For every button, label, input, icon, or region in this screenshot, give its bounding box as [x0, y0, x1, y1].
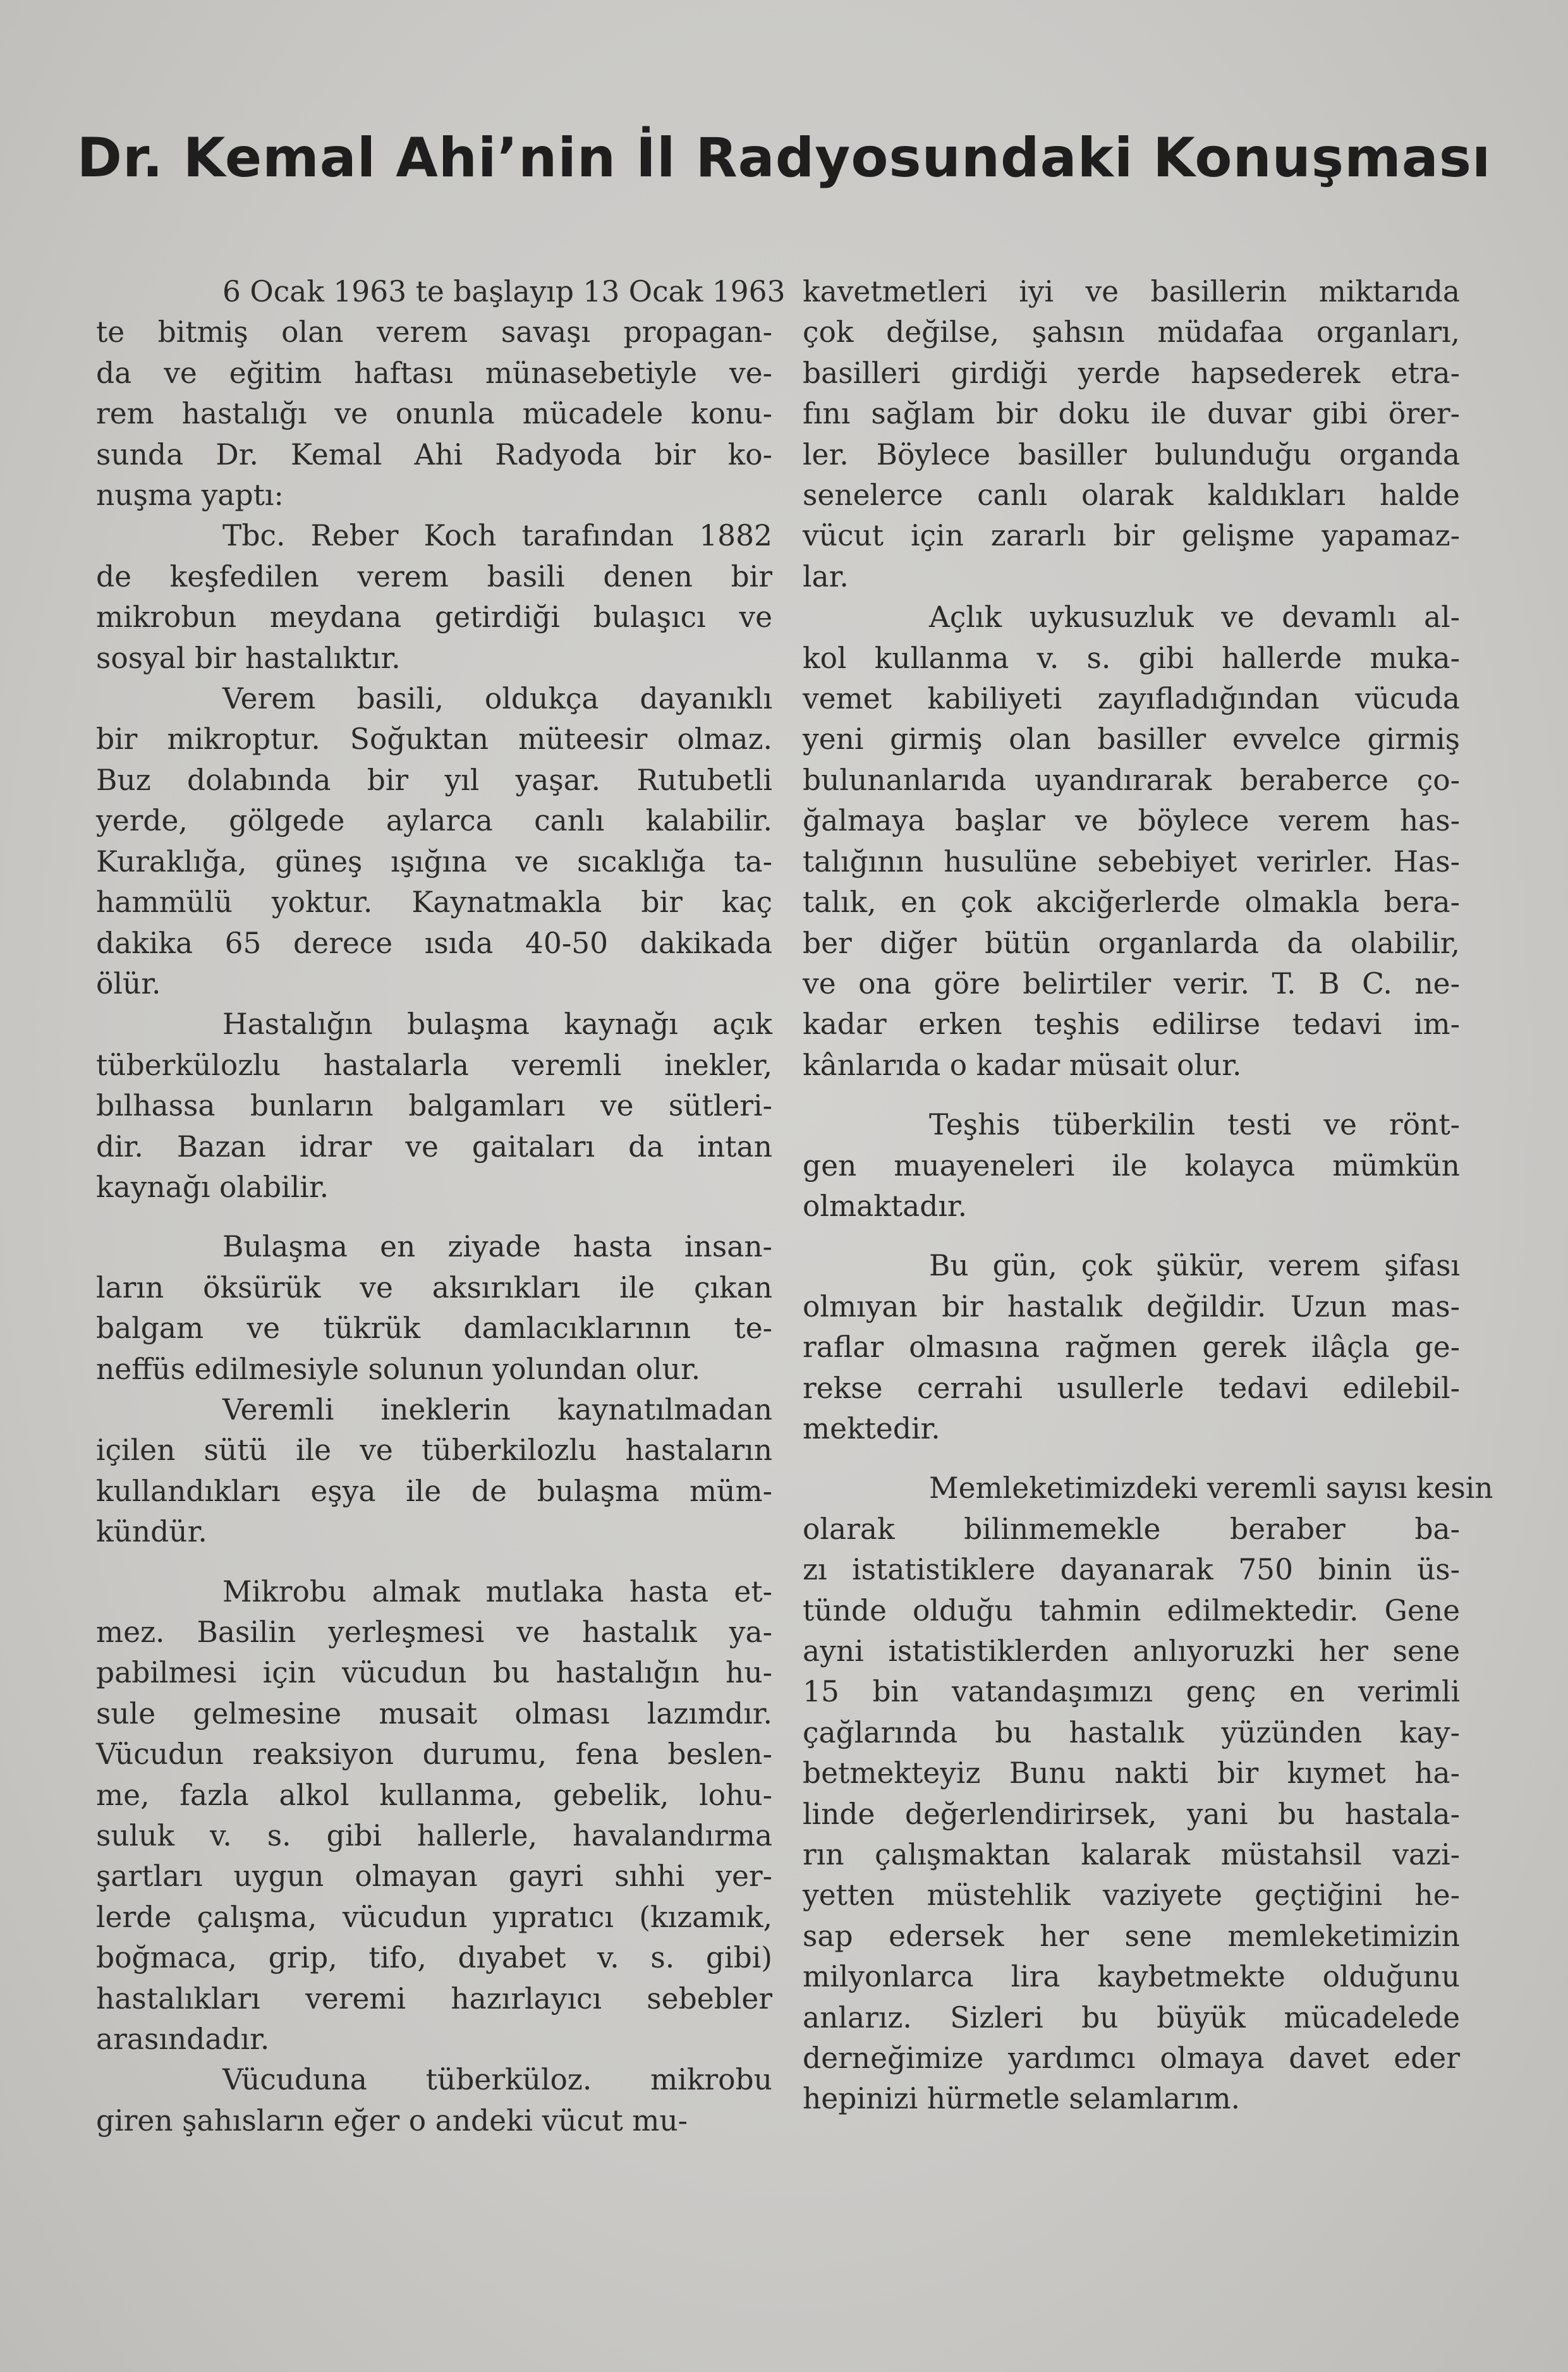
- text-line: Mikrobu almak mutlaka hasta et-: [222, 1574, 772, 1609]
- text-line: ber diğer bütün organlarda da olabilir,: [803, 926, 1460, 960]
- text-line: pabilmesi için vücudun bu hastalığın hu-: [96, 1656, 772, 1690]
- text-line: milyonlarca lira kaybetmekte olduğunu: [803, 1960, 1460, 1994]
- text-line: rem hastalığı ve onunla mücadele konu-: [96, 397, 772, 431]
- paragraph: [96, 2060, 772, 2141]
- text-line: Vücuduna tüberküloz. mikrobu: [222, 2063, 772, 2097]
- paragraph-gap: [96, 1553, 772, 1572]
- text-line: tüberkülozlu hastalarla veremli inekler,: [96, 1048, 772, 1082]
- paragraph-gap: [803, 1449, 1460, 1468]
- text-line: zı istatistiklere dayanarak 750 binin üs-: [803, 1553, 1460, 1587]
- paragraph: [96, 1004, 772, 1208]
- text-line: bulunanlarıda uyandırarak beraberce ço-: [803, 763, 1460, 797]
- text-line: betmekteyiz Bunu nakti bir kıymet ha-: [803, 1756, 1460, 1791]
- text-line: suluk v. s. gibi hallerle, havalandırma: [96, 1819, 772, 1853]
- paragraph-gap: [803, 1227, 1460, 1246]
- paragraph: [803, 1105, 1460, 1227]
- text-line: basilleri girdiği yerde hapsederek etra-: [803, 356, 1460, 390]
- text-line: vücut için zararlı bir gelişme yapamaz-: [803, 519, 1460, 553]
- text-line: kullandıkları eşya ile de bulaşma müm-: [96, 1474, 772, 1508]
- text-line: lar.: [803, 559, 849, 593]
- text-line: mikrobun meydana getirdiği bulaşıcı ve: [96, 600, 772, 635]
- text-line: hastalıkları veremi hazırlayıcı sebebler: [96, 1981, 772, 2016]
- text-line: senelerce canlı olarak kaldıkları halde: [803, 478, 1460, 513]
- paragraph-gap: [803, 1086, 1460, 1105]
- paragraph: [96, 679, 772, 1004]
- text-line: çok değilse, şahsın müdafaa organları,: [803, 315, 1460, 350]
- text-line: Hastalığın bulaşma kaynağı açık: [222, 1007, 772, 1042]
- text-line: dakika 65 derece ısıda 40-50 dakikada: [96, 926, 772, 960]
- text-line: de keşfedilen verem basili denen bir: [96, 559, 772, 593]
- text-line: olmaktadır.: [803, 1189, 968, 1223]
- left-column: [96, 272, 786, 2141]
- text-line: ların öksürük ve aksırıkları ile çıkan: [96, 1270, 772, 1305]
- text-line: nuşma yaptı:: [96, 478, 284, 513]
- text-line: sule gelmesine musait olması lazımdır.: [96, 1696, 772, 1730]
- text-line: kaynağı olabilir.: [96, 1170, 329, 1204]
- text-line: arasındadır.: [96, 2022, 270, 2057]
- paragraph: [96, 516, 772, 679]
- paragraph: [96, 1227, 772, 1390]
- text-line: sap edersek her sene memleketimizin: [803, 1919, 1460, 1953]
- text-line: Teşhis tüberkilin testi ve rönt-: [929, 1108, 1460, 1142]
- text-line: Verem basili, oldukça dayanıklı: [222, 682, 772, 716]
- text-line: 6 Ocak 1963 te başlayıp 13 Ocak 1963: [222, 275, 786, 308]
- text-line: lerde çalışma, vücudun yıpratıcı (kızamık,: [96, 1900, 772, 1934]
- text-line: gen muayeneleri ile kolayca mümkün: [803, 1148, 1460, 1183]
- text-line: derneğimize yardımcı olmaya davet eder: [803, 2041, 1460, 2076]
- text-line: me, fazla alkol kullanma, gebelik, lohu-: [96, 1778, 772, 1812]
- text-line: sosyal bir hastalıktır.: [96, 641, 401, 675]
- text-line: tünde olduğu tahmin edilmektedir. Gene: [803, 1593, 1460, 1627]
- text-line: Açlık uykusuzluk ve devamlı al-: [929, 600, 1460, 635]
- text-line: içilen sütü ile ve tüberkilozlu hastaların: [96, 1433, 772, 1468]
- text-line: kânlarıda o kadar müsait olur.: [803, 1048, 1242, 1082]
- text-line: mektedir.: [803, 1411, 940, 1445]
- text-line: Bu gün, çok şükür, verem şifası: [929, 1249, 1460, 1283]
- text-line: neffüs edilmesiyle solunun yolundan olur.: [96, 1352, 701, 1386]
- text-line: ayni istatistiklerden anlıyoruzki her sene: [803, 1634, 1460, 1668]
- text-line: yerde, gölgede aylarca canlı kalabilir.: [96, 804, 772, 838]
- text-line: balgam ve tükrük damlacıklarının te-: [96, 1311, 772, 1346]
- text-line: giren şahısların eğer o andeki vücut mu-: [96, 2103, 688, 2138]
- paragraph-gap: [96, 1208, 772, 1227]
- text-line: ler. Böylece basiller bulunduğu organda: [803, 437, 1460, 471]
- text-line: kol kullanma v. s. gibi hallerde muka-: [803, 641, 1460, 675]
- text-line: kadar erken teşhis edilirse tedavi im-: [803, 1007, 1460, 1042]
- text-line: rın çalışmaktan kalarak müstahsil vazi-: [803, 1838, 1460, 1872]
- text-line: raflar olmasına rağmen gerek ilâçla ge-: [803, 1330, 1460, 1365]
- text-line: boğmaca, grip, tifo, dıyabet v. s. gibi): [96, 1941, 772, 1975]
- text-line: Tbc. Reber Koch tarafından 1882: [222, 519, 772, 553]
- paragraph: [96, 1572, 772, 2060]
- text-line: olarak bilinmemekle beraber ba-: [803, 1512, 1460, 1546]
- text-line: da ve eğitim haftası münasebetiyle ve-: [96, 356, 772, 390]
- text-line: te bitmiş olan verem savaşı propagan-: [96, 315, 772, 350]
- text-line: Vücudun reaksiyon durumu, fena beslen-: [96, 1737, 772, 1772]
- text-line: ölür.: [96, 966, 161, 1000]
- text-line: hepinizi hürmetle selamlarım.: [803, 2082, 1241, 2116]
- paragraph: [803, 597, 1460, 1086]
- text-line: talık, en çok akciğerlerde olmakla bera-: [803, 885, 1460, 920]
- paragraph: [96, 272, 786, 516]
- text-line: yetten müstehlik vaziyete geçtiğini he-: [803, 1878, 1460, 1913]
- paragraph: [803, 1468, 1493, 2120]
- text-line: olmıyan bir hastalık değildir. Uzun mas-: [803, 1289, 1460, 1323]
- text-line: yeni girmiş olan basiller evvelce girmiş: [803, 722, 1460, 757]
- text-line: Buz dolabında bir yıl yaşar. Rutubetli: [96, 763, 772, 797]
- text-line: talığının husulüne sebebiyet verirler. Has-: [803, 844, 1460, 879]
- right-column: [803, 272, 1493, 2120]
- text-line: 15 bin vatandaşımızı genç en verimli: [803, 1675, 1460, 1709]
- paragraph: [803, 272, 1460, 597]
- text-line: Kuraklığa, güneş ışığına ve sıcaklığa ta-: [96, 844, 772, 879]
- text-line: çağlarında bu hastalık yüzünden kay-: [803, 1715, 1460, 1749]
- text-line: kündür.: [96, 1515, 207, 1549]
- text-line: mez. Basilin yerleşmesi ve hastalık ya-: [96, 1615, 772, 1649]
- paragraph: [803, 1246, 1460, 1449]
- text-line: Veremli ineklerin kaynatılmadan: [222, 1392, 772, 1426]
- text-line: vemet kabiliyeti zayıfladığından vücuda: [803, 682, 1460, 716]
- text-line: dir. Bazan idrar ve gaitaları da intan: [96, 1129, 772, 1164]
- article-title: Dr. Kemal Ahi’nin İl Radyosundaki Konuşması: [76, 126, 1492, 190]
- text-line: hammülü yoktur. Kaynatmakla bir kaç: [96, 885, 772, 920]
- text-line: linde değerlendirirsek, yani bu hastala-: [803, 1797, 1460, 1831]
- text-line: rekse cerrahi usullerle tedavi edilebil-: [803, 1371, 1460, 1405]
- text-line: anlarız. Sizleri bu büyük mücadelede: [803, 2000, 1460, 2034]
- text-line: sunda Dr. Kemal Ahi Radyoda bir ko-: [96, 437, 772, 471]
- text-line: şartları uygun olmayan gayri sıhhi yer-: [96, 1859, 772, 1894]
- text-line: ve ona göre belirtiler verir. T. B C. ne-: [803, 966, 1460, 1000]
- text-line: Memleketimizdeki veremli sayısı kesin: [929, 1471, 1493, 1505]
- text-line: Bulaşma en ziyade hasta insan-: [222, 1230, 772, 1264]
- paragraph: [96, 1390, 772, 1553]
- text-line: kavetmetleri iyi ve basillerin miktarıda: [803, 275, 1460, 308]
- text-line: bılhassa bunların balgamları ve sütleri-: [96, 1089, 772, 1123]
- text-line: ğalmaya başlar ve böylece verem has-: [803, 804, 1460, 838]
- text-line: bir mikroptur. Soğuktan müteesir olmaz.: [96, 722, 772, 757]
- text-line: fını sağlam bir doku ile duvar gibi örer-: [803, 397, 1460, 431]
